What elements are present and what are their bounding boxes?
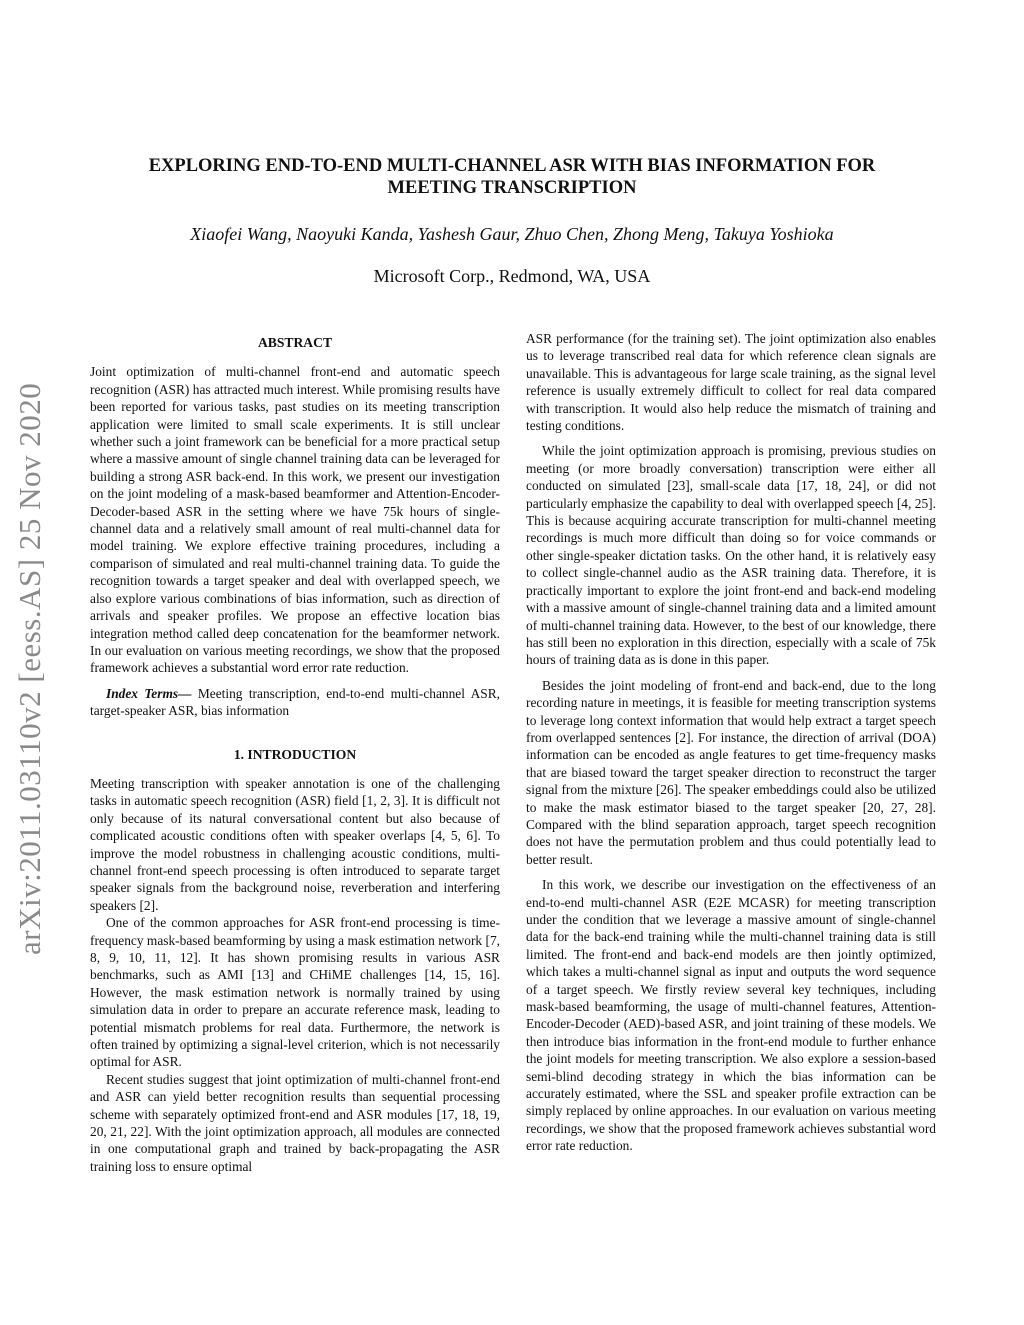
abstract-text: Joint optimization of multi-channel front-end and automatic speech recognition (ASR) has attracted much interest. While promising results have been reported for various tasks, past studies on its meeting transcription application were limited to small scale experiments. It is still unclear whether such a joint framework can be beneficial for a more practical setup where a massive amount of single channel training data can be leveraged for building a strong ASR back-end. In this work, we present our investigation on the joint modeling of a mask-based beamformer and Attention-Encoder-Decoder-based ASR in the setting where we have 75k hours of single-channel data and a relatively small amount of real multi-channel data for model training. We explore effective training procedures, including a comparison of simulated and real multi-channel training data. To guide the recognition towards a target speaker and deal with overlapped speech, we also explore various combinations of bias information, such as direction of arrivals and speaker profiles. We propose an effective location bias integration method called deep concatenation for the beamformer network. In our evaluation on various meeting recordings, we show that the proposed framework achieves a substantial word error rate reduction. <box>90 364 500 676</box>
left-column <box>90 330 500 1175</box>
title-line-1: EXPLORING END-TO-END MULTI-CHANNEL ASR WITH BIAS INFORMATION FOR <box>148 156 876 176</box>
intro-paragraph-2: One of the common approaches for ASR front-end processing is time-frequency mask-based beamforming by using a mask estimation network [7, 8, 9, 10, 11, 12]. It has shown promising results in various ASR benchmarks, such as AMI [13] and CHiME challenges [14, 15, 16]. However, the mask estimation network is normally trained by using simulation data in order to prepare an accurate reference mask, leading to potential mismatch problems for real data. Furthermore, the network is often trained by optimizing a signal-level criterion, which is not necessarily optimal for ASR. <box>90 915 500 1070</box>
intro-paragraph-1: Meeting transcription with speaker annotation is one of the challenging tasks in automatic speech recognition (ASR) field [1, 2, 3]. It is difficult not only because of its natural conversational content but also because of complicated acoustic conditions often with speaker overlaps [4, 5, 6]. To improve the model robustness in challenging acoustic conditions, multi-channel front-end speech processing is often introduced to separate target speaker signals from the background noise, reverberation and interfering speakers [2]. <box>90 775 500 913</box>
intro-paragraph-r2: While the joint optimization approach is promising, previous studies on meeting (or more broadly conversation) transcription were either all conducted on simulated [23], small-scale data [17, 18, 24], or did not particularly emphasize the capability to deal with overlapped speech [4, 25]. This is because acquiring accurate transcription for multi-channel meeting recordings is much more difficult than doing so for voice commands or other single-speaker dictation tasks. On the other hand, it is relatively easy to collect single-channel audio as the ASR training data. Therefore, it is practically important to explore the joint front-end and back-end modeling with a massive amount of single-channel training data and a limited amount of multi-channel training data. However, to the best of our knowledge, there has still been no exploration in this direction, especially with a scale of 75k hours of training data as is done in this paper. <box>526 443 936 668</box>
abstract-heading: ABSTRACT <box>257 335 333 350</box>
arxiv-stamp: arXiv:2011.03110v2 [eess.AS] 25 Nov 2020 <box>12 382 47 955</box>
intro-paragraph-r1: ASR performance (for the training set). The joint optimization also enables us to leverage transcribed real data for which reference clean signals are unavailable. This is advantageous for large scale training, as the signal level reference is usually extremely difficult to collect for real data compared with transcription. It would also help reduce the mismatch of training and testing conditions. <box>526 331 936 434</box>
intro-paragraph-r3: Besides the joint modeling of front-end and back-end, due to the long recording nature in meetings, it is feasible for meeting transcription systems to leverage long context information that would help extract a target speech from overlapped sentences [2]. For instance, the direction of arrival (DOA) information can be encoded as angle features to get time-frequency masks that are biased toward the target speaker direction to reconstruct the targer signal from the mixture [26]. The speaker embeddings could also be utilized to make the mask estimator biased to the target speaker [20, 27, 28]. Compared with the blind separation approach, target speech recognition does not have the permutation problem and thus could potentially lead to better result. <box>526 677 936 867</box>
affiliation: Microsoft Corp., Redmond, WA, USA <box>373 266 651 286</box>
right-column <box>526 330 936 1155</box>
author-list: Xiaofei Wang, Naoyuki Kanda, Yashesh Gaur, Zhuo Chen, Zhong Meng, Takuya Yoshioka <box>190 224 834 244</box>
index-terms-label: Index Terms— <box>106 685 192 701</box>
intro-paragraph-3: Recent studies suggest that joint optimization of multi-channel front-end and ASR can yield better recognition results than sequential processing scheme with separately optimized front-end and ASR modules [17, 18, 19, 20, 21, 22]. With the joint optimization approach, all modules are connected in one computational graph and trained by back-propagating the ASR training loss to ensure optimal <box>90 1071 500 1174</box>
intro-heading: 1. INTRODUCTION <box>233 746 357 762</box>
intro-paragraph-r4: In this work, we describe our investigation on the effectiveness of an end-to-end multi-channel ASR (E2E MCASR) for meeting transcription under the condition that we leverage a massive amount of single-channel data for the back-end training while the multi-channel training data is still limited. The front-end and back-end models are then jointly optimized, which takes a multi-channel signal as input and outputs the word sequence of a target speech. We firstly review several key techniques, including mask-based beamforming, the usage of multi-channel features, Attention-Encoder-Decoder (AED)-based ASR, and joint training of these models. We then introduce bias information in the front-end module to further enhance the joint models for meeting transcription. We also explore a session-based semi-blind decoding strategy in which the bias information can be accurately estimated, where the SSL and speaker profile extraction can be simply replaced by online approaches. In our evaluation on various meeting recordings, we show that the proposed framework achieves substantial word error rate reduction. <box>526 877 936 1154</box>
title-line-2: MEETING TRANSCRIPTION <box>387 178 637 198</box>
index-terms <box>90 685 500 720</box>
paper-title <box>100 155 924 199</box>
index-terms-text: Meeting transcription, end-to-end multi-channel ASR, target-speaker ASR, bias information <box>90 685 500 719</box>
